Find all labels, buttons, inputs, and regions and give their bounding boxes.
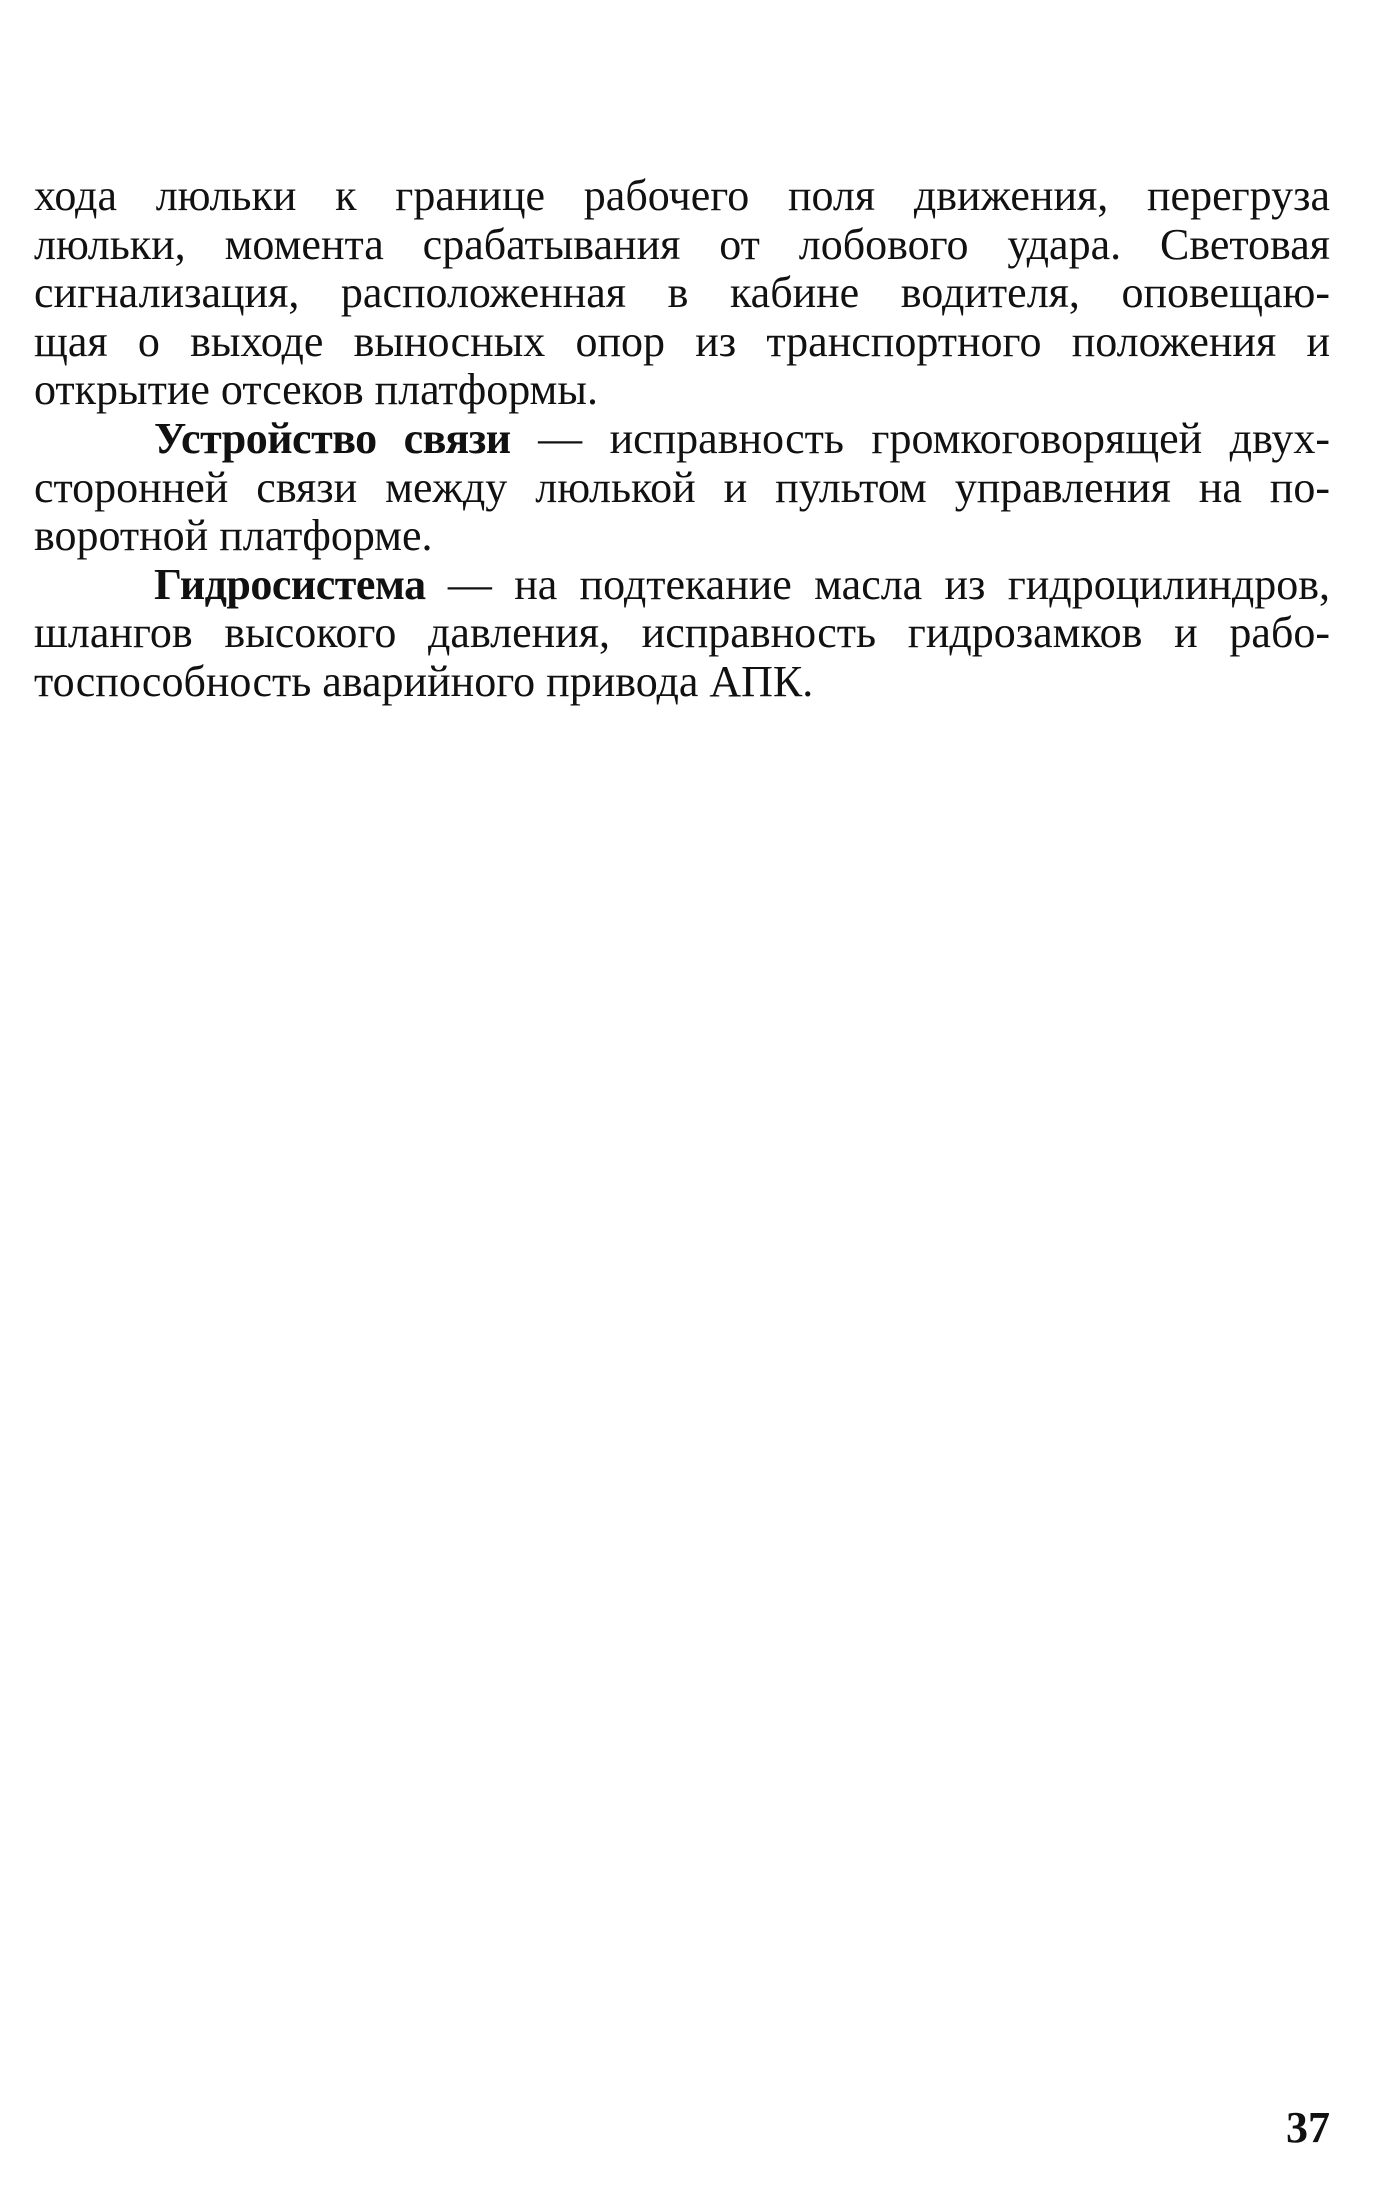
paragraph-hydraulic-system xyxy=(34,561,1330,707)
text-line: сигнализация, расположенная в кабине водителя, оповещаю- xyxy=(34,268,1330,318)
term-definition-text: — исправность громкоговорящей двух- xyxy=(510,413,1330,463)
text-line xyxy=(34,415,1330,464)
text-line: тоспособность аварийного привода АПК. xyxy=(34,656,814,706)
text-line: люльки, момента срабатывания от лобового удара. Световая xyxy=(34,219,1330,269)
text-line xyxy=(34,561,1330,610)
paragraph-control-signals xyxy=(34,172,1330,415)
page-number: 37 xyxy=(1286,2103,1330,2152)
text-line: воротной платформе. xyxy=(34,511,433,561)
text-line: сторонней связи между люлькой и пультом управления на по- xyxy=(34,462,1330,512)
text-line: хода люльки к границе рабочего поля движения, перегруза xyxy=(34,171,1330,220)
term-hydraulic-system: Гидросистема xyxy=(154,559,426,609)
text-line: шлангов высокого давления, исправность гидрозамков и рабо- xyxy=(34,608,1330,658)
paragraph-communication-device xyxy=(34,415,1330,561)
body-text xyxy=(34,172,1330,707)
text-line: открытие отсеков платформы. xyxy=(34,365,598,415)
term-communication-device: Устройство связи xyxy=(154,413,511,463)
term-definition-text: — на подтекание масла из гидроцилиндров, xyxy=(425,559,1330,609)
text-line: щая о выходе выносных опор из транспортного положения и xyxy=(34,316,1330,366)
